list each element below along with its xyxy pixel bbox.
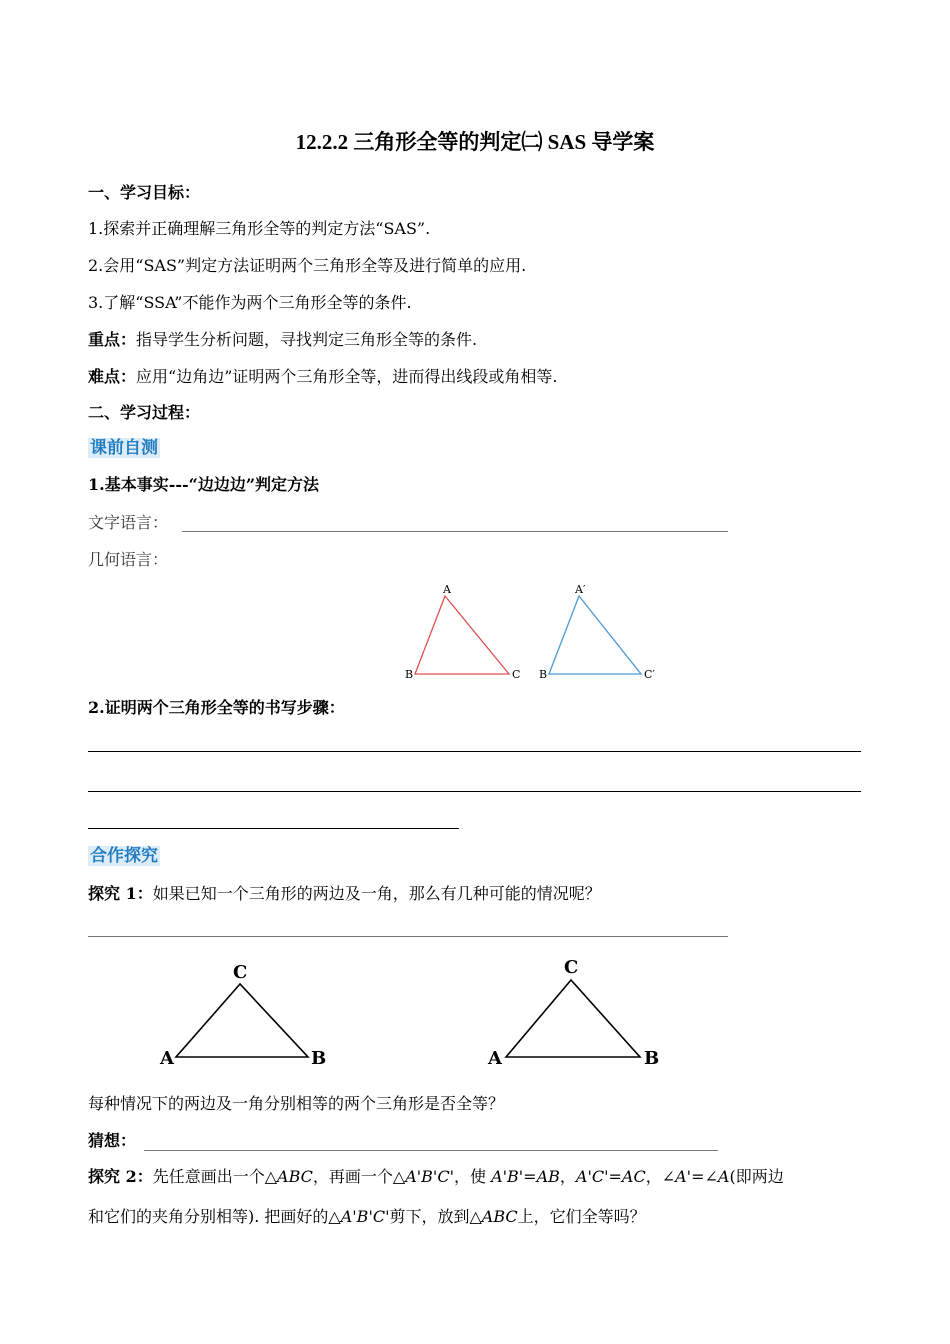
pretest-item-2: 2.证明两个三角形全等的书写步骤： — [88, 698, 345, 717]
explore2-line2-text-2: 剪下，放到 — [389, 1207, 470, 1226]
explore2-line2-text-1: 和它们的夹角分别相等). 把画好的 — [88, 1207, 329, 1226]
section2-heading: 二、学习过程： — [88, 403, 201, 422]
key-label: 重点： — [88, 330, 137, 349]
explore-1 — [88, 883, 601, 905]
difficulty-label: 难点： — [88, 367, 137, 386]
text-language-blank[interactable] — [182, 531, 728, 532]
label-b: B — [405, 668, 414, 681]
explore2-text-4: ， — [559, 1167, 576, 1186]
triangle-left — [176, 984, 308, 1057]
difficulty-point — [88, 366, 557, 388]
eq-ac: A'C'=AC — [575, 1167, 646, 1186]
steps-blank-1[interactable] — [88, 751, 861, 752]
label-a: A — [443, 583, 451, 596]
triangle-right — [506, 980, 640, 1057]
section1-heading: 一、学习目标： — [88, 183, 201, 202]
explore1-blank[interactable] — [88, 936, 728, 937]
explore2-text-2: ，再画一个 — [312, 1167, 393, 1186]
text-language-row — [88, 512, 168, 534]
sas-triangles-figure — [150, 950, 670, 1075]
eq-ab: A'B'=AB — [491, 1167, 560, 1186]
explore-2-line2 — [88, 1206, 646, 1228]
geo-language-label: 几何语言： — [88, 550, 169, 569]
triangle-abc-ref: △ABC — [264, 1167, 313, 1186]
explore-2-line1 — [88, 1166, 784, 1188]
difficulty-text: 应用“边角边”证明两个三角形全等，进而得出线段或角相等. — [136, 367, 558, 386]
triangle-prime-ref: △A'B'C' — [392, 1167, 454, 1186]
explore2-text-1: 先任意画出一个 — [152, 1167, 265, 1186]
key-point — [88, 329, 477, 351]
explore1-text: 如果已知一个三角形的两边及一角，那么有几种可能的情况呢？ — [152, 884, 601, 903]
text-language-label: 文字语言： — [88, 513, 169, 532]
label-a-prime: A′ — [575, 583, 586, 596]
pretest-item-1: 1.基本事实---“边边边”判定方法 — [88, 475, 320, 494]
sss-triangles-figure — [395, 578, 675, 688]
page-title: 12.2.2 三角形全等的判定㈡ SAS 导学案 — [295, 130, 655, 154]
explore1-label: 探究 1： — [88, 884, 153, 903]
guess-label: 猜想： — [88, 1131, 137, 1150]
label-b2: B — [539, 668, 548, 681]
congruence-question: 每种情况下的两边及一角分别相等的两个三角形是否全等？ — [88, 1094, 505, 1113]
left-label-b: B — [311, 1048, 327, 1069]
explore2-text-5: ， — [645, 1167, 662, 1186]
explore2-label: 探究 2： — [88, 1167, 153, 1186]
left-label-a: A — [160, 1048, 174, 1069]
right-label-b: B — [644, 1048, 660, 1069]
triangle-abc-ref-2: △ABC — [469, 1207, 518, 1226]
guess-blank[interactable] — [144, 1150, 718, 1151]
explore2-text-3: ，使 — [453, 1167, 492, 1186]
steps-blank-3[interactable] — [88, 828, 459, 829]
coop-tag: 合作探究 — [90, 846, 158, 866]
eq-angle-a: ∠A'=∠A — [661, 1167, 730, 1186]
explore2-text-6: (即两边 — [729, 1167, 784, 1186]
goal-2: 2.会用“SAS”判定方法证明两个三角形全等及进行简单的应用. — [88, 256, 527, 275]
goal-1: 1.探索并正确理解三角形全等的判定方法“SAS”. — [88, 219, 431, 238]
label-c: C — [512, 668, 521, 681]
left-label-c: C — [233, 962, 248, 983]
coop-tag-wrap — [88, 845, 160, 867]
goal-3: 3.了解“SSA”不能作为两个三角形全等的条件. — [88, 293, 412, 312]
explore2-line2-text-3: 上，它们全等吗？ — [517, 1207, 646, 1226]
guess-row — [88, 1130, 136, 1152]
pre-test-tag: 课前自测 — [90, 438, 158, 458]
label-c-prime: C′ — [644, 668, 655, 681]
pre-test-tag-wrap — [88, 437, 160, 459]
key-text: 指导学生分析问题，寻找判定三角形全等的条件. — [136, 330, 478, 349]
triangle-abc — [415, 596, 509, 674]
steps-blank-2[interactable] — [88, 791, 861, 792]
triangle-a-prime-b-c-prime — [549, 596, 641, 674]
right-label-a: A — [488, 1048, 502, 1069]
triangle-prime-ref-2: △A'B'C' — [328, 1207, 390, 1226]
right-label-c: C — [564, 957, 579, 978]
